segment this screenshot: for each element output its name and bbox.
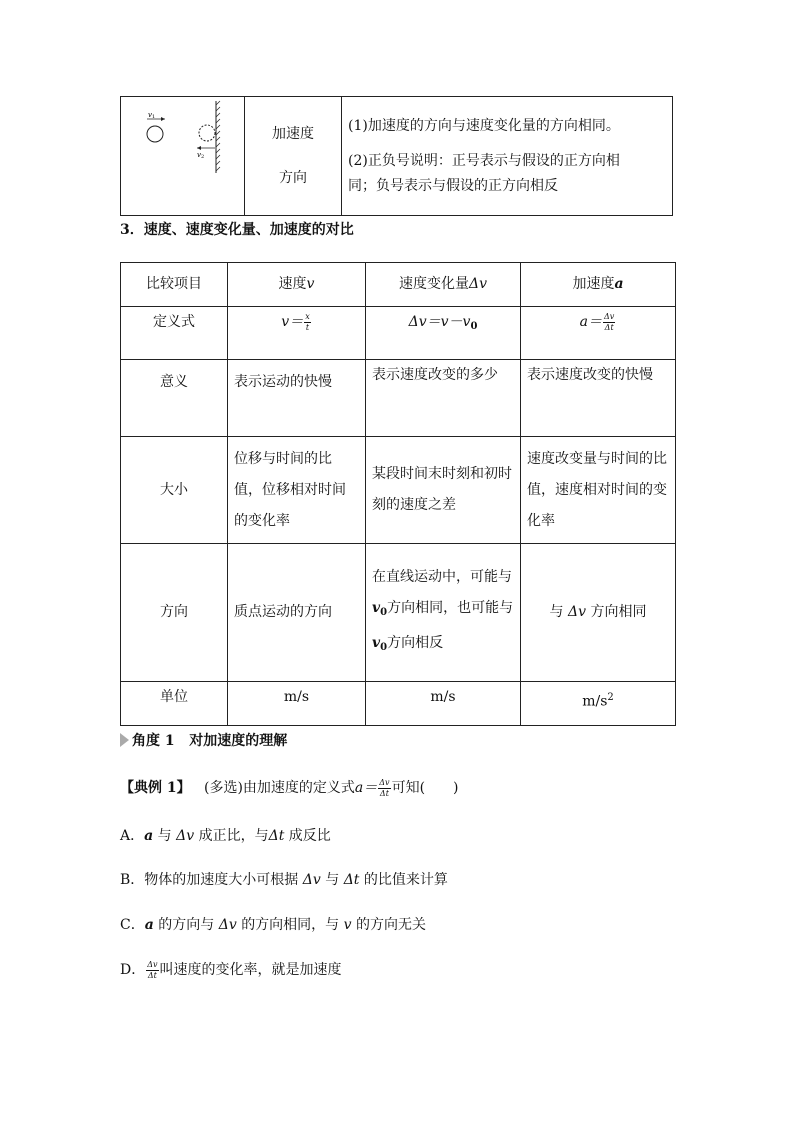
acceleration-magnitude: 速度改变量与时间的比值，速度相对时间的变化率 — [521, 437, 676, 544]
magnitude-row — [121, 437, 676, 544]
option-c[interactable]: C．a 的方向与 Δv 的方向相同，与 v 的方向无关 — [120, 917, 427, 933]
wall-hatching — [216, 101, 220, 171]
example-question: 【典例 1】 (多选)由加速度的定义式a＝ $\frac{\Delta v}{\Delta t}$ 可知( ) — [120, 777, 459, 798]
option-b[interactable]: B．物体的加速度大小可根据 Δv 与 Δt 的比值来计算 — [120, 872, 448, 888]
unit-label: 单位 — [121, 682, 228, 726]
triangle-marker-icon — [120, 733, 129, 747]
v1-label: v — [148, 111, 152, 119]
meaning-row — [121, 360, 676, 437]
acceleration-definition: a＝ $\frac{\Delta v}{\Delta t}$ — [521, 307, 676, 360]
acceleration-meaning: 表示速度改变的快慢 — [521, 360, 676, 437]
header-velocity: 速度v — [228, 263, 366, 307]
velocity-meaning: 表示运动的快慢 — [228, 360, 366, 437]
velocity-magnitude: 位移与时间的比值，位移相对时间的变化率 — [228, 437, 366, 544]
velocity-change-direction: 在直线运动中，可能与$v_0$方向相同，也可能与$v_0$方向相反 — [366, 544, 521, 682]
velocity-definition: v＝ $\frac{x}{t}$ — [228, 307, 366, 360]
magnitude-label: 大小 — [121, 437, 228, 544]
example-text-after: 可知( ) — [391, 780, 459, 796]
section-heading: 3．速度、速度变化量、加速度的对比 — [120, 222, 354, 238]
velocity-unit: m/s — [228, 682, 366, 726]
direction-label: 方向 — [121, 544, 228, 682]
definition-label: 定义式 — [121, 307, 228, 360]
velocity-change-definition: $\Delta v=v-v_0$ — [366, 307, 521, 360]
example-tag: 【典例 1】 — [120, 780, 191, 796]
option-a[interactable]: A．a 与 Δv 成正比，与Δt 成反比 — [120, 828, 331, 844]
meaning-label: 意义 — [121, 360, 228, 437]
direction-row — [121, 544, 676, 682]
description-line-3: 同；负号表示与假设的正方向相反 — [348, 177, 558, 194]
header-row — [121, 263, 676, 307]
header-compare-item: 比较项目 — [121, 263, 228, 307]
label-line-1: 加速度 — [272, 126, 314, 142]
acceleration-direction: 与 Δv 方向相同 — [521, 544, 676, 682]
angle-heading — [120, 730, 287, 750]
angle-label: 角度 1 — [132, 733, 175, 749]
rebound-ball — [199, 125, 215, 141]
header-velocity-change: 速度变化量Δv — [366, 263, 521, 307]
option-d[interactable]: D． $\frac{\Delta v}{\Delta t}$ 叫速度的变化率，就是加速度 — [120, 959, 342, 980]
acceleration-direction-table — [120, 96, 673, 216]
angle-title: 对加速度的理解 — [189, 733, 288, 749]
acceleration-unit: $m/s^2$ — [521, 682, 676, 726]
acceleration-direction-description-cell — [342, 97, 673, 216]
velocity-change-meaning: 表示速度改变的多少 — [366, 360, 521, 437]
description-line-1: (1)加速度的方向与速度变化量的方向相同。 — [348, 117, 620, 134]
velocity-change-unit: m/s — [366, 682, 521, 726]
example-text-before: (多选)由加速度的定义式 — [203, 780, 355, 796]
ball-wall-diagram — [121, 97, 244, 215]
unit-row — [121, 682, 676, 726]
motion-diagram-cell — [121, 97, 245, 216]
incoming-ball — [147, 126, 163, 142]
comparison-table — [120, 262, 676, 726]
definition-row — [121, 307, 676, 360]
velocity-direction: 质点运动的方向 — [228, 544, 366, 682]
description-line-2: (2)正负号说明：正号表示与假设的正方向相 — [348, 152, 620, 169]
acceleration-direction-label-cell — [245, 97, 342, 216]
label-line-2: 方向 — [279, 170, 307, 186]
v2-label: v — [197, 151, 201, 159]
v1-subscript: 1 — [152, 114, 156, 120]
header-acceleration: 加速度a — [521, 263, 676, 307]
v2-subscript: 2 — [201, 154, 205, 160]
velocity-change-magnitude: 某段时间末时刻和初时刻的速度之差 — [366, 437, 521, 544]
